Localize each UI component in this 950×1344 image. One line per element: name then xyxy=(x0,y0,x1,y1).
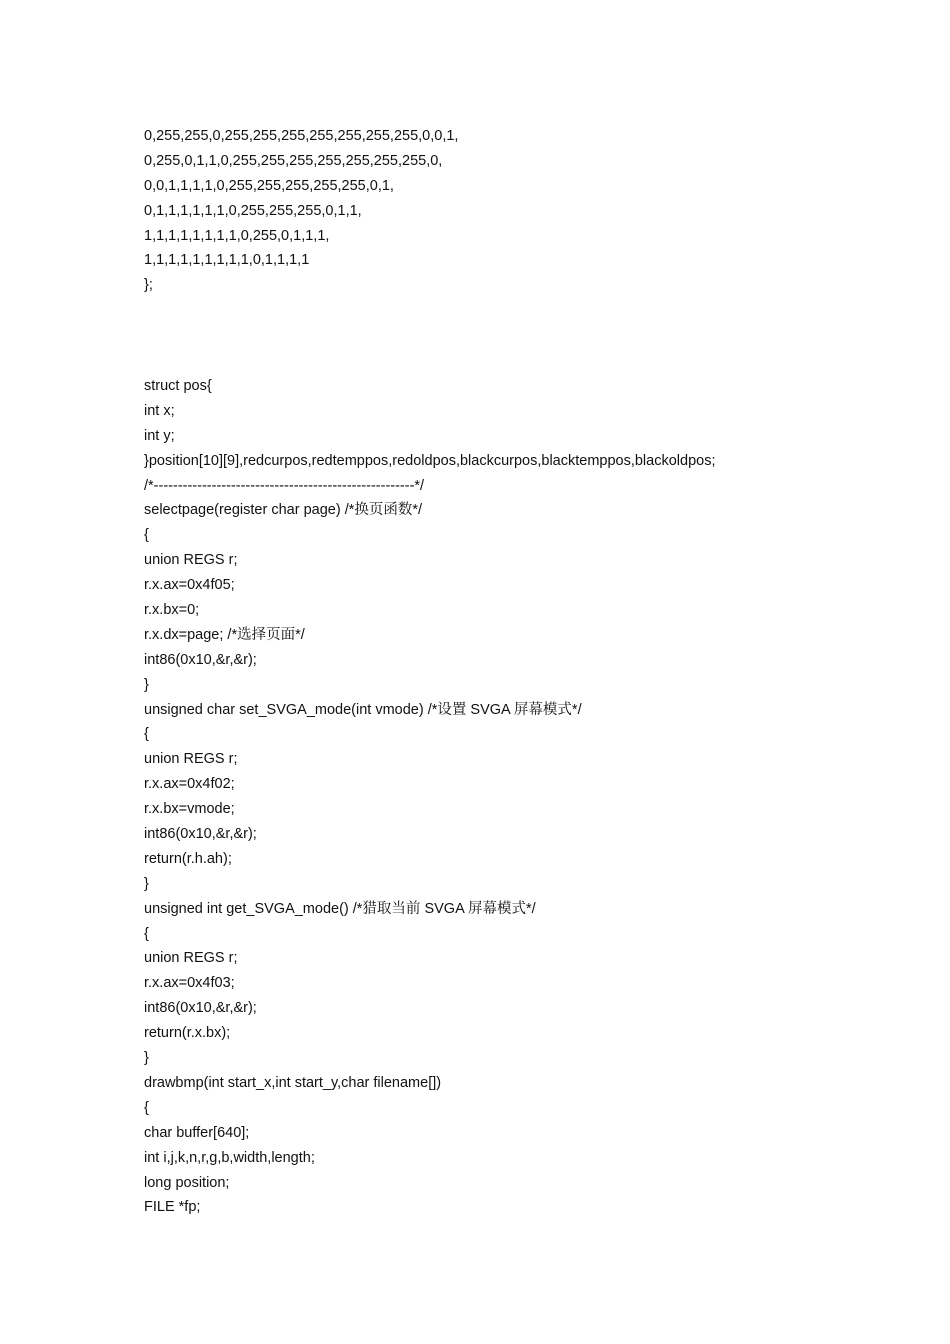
code-line: } xyxy=(144,1050,149,1067)
code-line: } xyxy=(144,875,149,892)
code-line: int i,j,k,n,r,g,b,width,length; xyxy=(144,1149,315,1166)
code-line: drawbmp(int start_x,int start_y,char filename[]) xyxy=(144,1074,442,1091)
code-line: r.x.ax=0x4f02; xyxy=(144,776,235,793)
code-line: int x; xyxy=(144,402,175,419)
code-line: int86(0x10,&r,&r); xyxy=(144,826,257,843)
code-line: 0,255,0,1,1,0,255,255,255,255,255,255,255,0, xyxy=(144,152,443,169)
code-line: return(r.h.ah); xyxy=(144,850,232,867)
code-line: { xyxy=(144,527,149,544)
code-line: unsigned char set_SVGA_mode(int vmode) /*设置 SVGA 屏幕模式*/ xyxy=(144,701,582,718)
code-line: r.x.dx=page; /*选择页面*/ xyxy=(144,626,305,643)
code-line: union REGS r; xyxy=(144,751,238,768)
code-line: 0,1,1,1,1,1,1,0,255,255,255,0,1,1, xyxy=(144,202,362,219)
code-line: r.x.bx=0; xyxy=(144,602,200,619)
code-line: union REGS r; xyxy=(144,950,238,967)
code-block-functions xyxy=(144,374,715,1220)
code-line: { xyxy=(144,726,149,743)
code-line: unsigned int get_SVGA_mode() /*猎取当前 SVGA 屏幕模式*/ xyxy=(144,900,536,917)
code-line: return(r.x.bx); xyxy=(144,1025,231,1042)
code-line: long position; xyxy=(144,1174,230,1191)
code-line: r.x.ax=0x4f03; xyxy=(144,975,235,992)
code-line: { xyxy=(144,925,149,942)
code-line: 1,1,1,1,1,1,1,1,1,0,1,1,1,1 xyxy=(144,252,310,269)
code-line: selectpage(register char page) /*换页函数*/ xyxy=(144,502,423,519)
code-line: /*------------------------------------------------------*/ xyxy=(144,477,425,494)
code-line: int86(0x10,&r,&r); xyxy=(144,1000,257,1017)
code-line: char buffer[640]; xyxy=(144,1124,250,1141)
code-line: } xyxy=(144,676,149,693)
code-line: struct pos{ xyxy=(144,378,212,394)
code-line: 1,1,1,1,1,1,1,1,0,255,0,1,1,1, xyxy=(144,227,330,244)
code-line: int86(0x10,&r,&r); xyxy=(144,651,257,668)
code-line: int y; xyxy=(144,427,175,444)
code-line: }position[10][9],redcurpos,redtemppos,redoldpos,blackcurpos,blacktemppos,blackoldpos; xyxy=(144,452,716,469)
code-line: union REGS r; xyxy=(144,552,238,569)
code-block-array-data xyxy=(144,124,458,298)
code-line: 0,255,255,0,255,255,255,255,255,255,255,0,0,1, xyxy=(144,128,459,144)
code-line: { xyxy=(144,1099,149,1116)
code-line: 0,0,1,1,1,1,0,255,255,255,255,255,0,1, xyxy=(144,177,394,194)
code-line: FILE *fp; xyxy=(144,1199,201,1216)
code-line: r.x.bx=vmode; xyxy=(144,801,235,818)
code-line: }; xyxy=(144,277,153,294)
code-line: r.x.ax=0x4f05; xyxy=(144,577,235,594)
